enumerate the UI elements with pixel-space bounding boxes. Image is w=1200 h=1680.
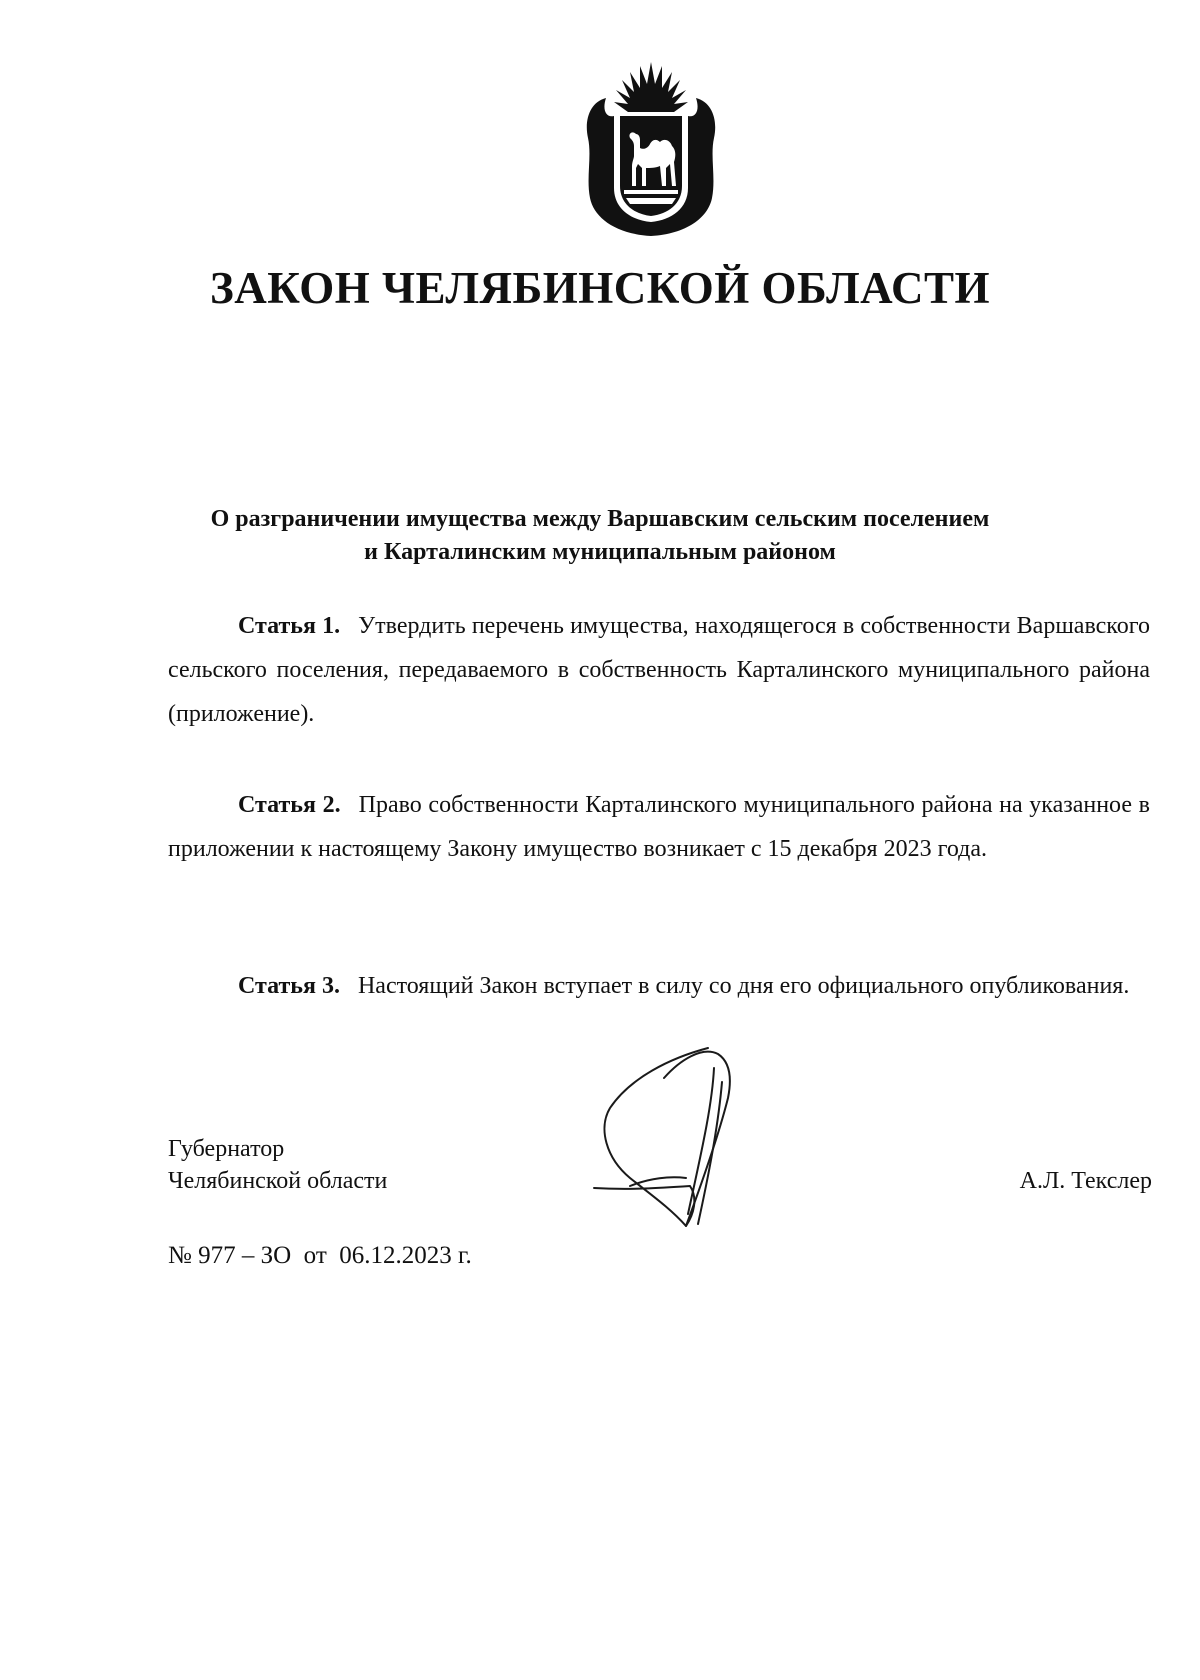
coat-of-arms-icon — [576, 58, 726, 238]
law-title: ЗАКОН ЧЕЛЯБИНСКОЙ ОБЛАСТИ — [210, 263, 990, 313]
article-1-text: Утвердить перечень имущества, находящегося в собственности Варшавского сельского поселения, передаваемого в собственность Карталинского муниципального района (приложение). — [168, 613, 1150, 727]
signer-position-line-2: Челябинской области — [168, 1168, 388, 1194]
handwritten-signature-icon — [590, 1038, 790, 1238]
law-subject-line-1: О разграничении имущества между Варшавским сельским поселением — [210, 506, 990, 532]
signer-name: А.Л. Текслер — [1019, 1168, 1152, 1194]
document-number: № 977 – ЗО от 06.12.2023 г. — [168, 1242, 472, 1269]
signer-position — [168, 1133, 387, 1197]
signer-position-line-1: Губернатор — [168, 1136, 285, 1162]
article-1-number: Статья 1. — [238, 613, 341, 639]
article-1 — [168, 604, 1150, 736]
law-subject — [100, 503, 1100, 569]
article-3 — [168, 964, 1150, 1008]
article-2 — [168, 783, 1150, 871]
article-3-text: Настоящий Закон вступает в силу со дня его официального опубликования. — [357, 973, 1130, 999]
law-subject-line-2: и Карталинским муниципальным районом — [364, 539, 836, 565]
article-3-number: Статья 3. — [238, 973, 340, 999]
article-2-number: Статья 2. — [238, 792, 341, 818]
article-2-text: Право собственности Карталинского муниципального района на указанное в приложении к настоящему Закону имущество возникает с 15 декабря 2023 года. — [168, 792, 1150, 862]
